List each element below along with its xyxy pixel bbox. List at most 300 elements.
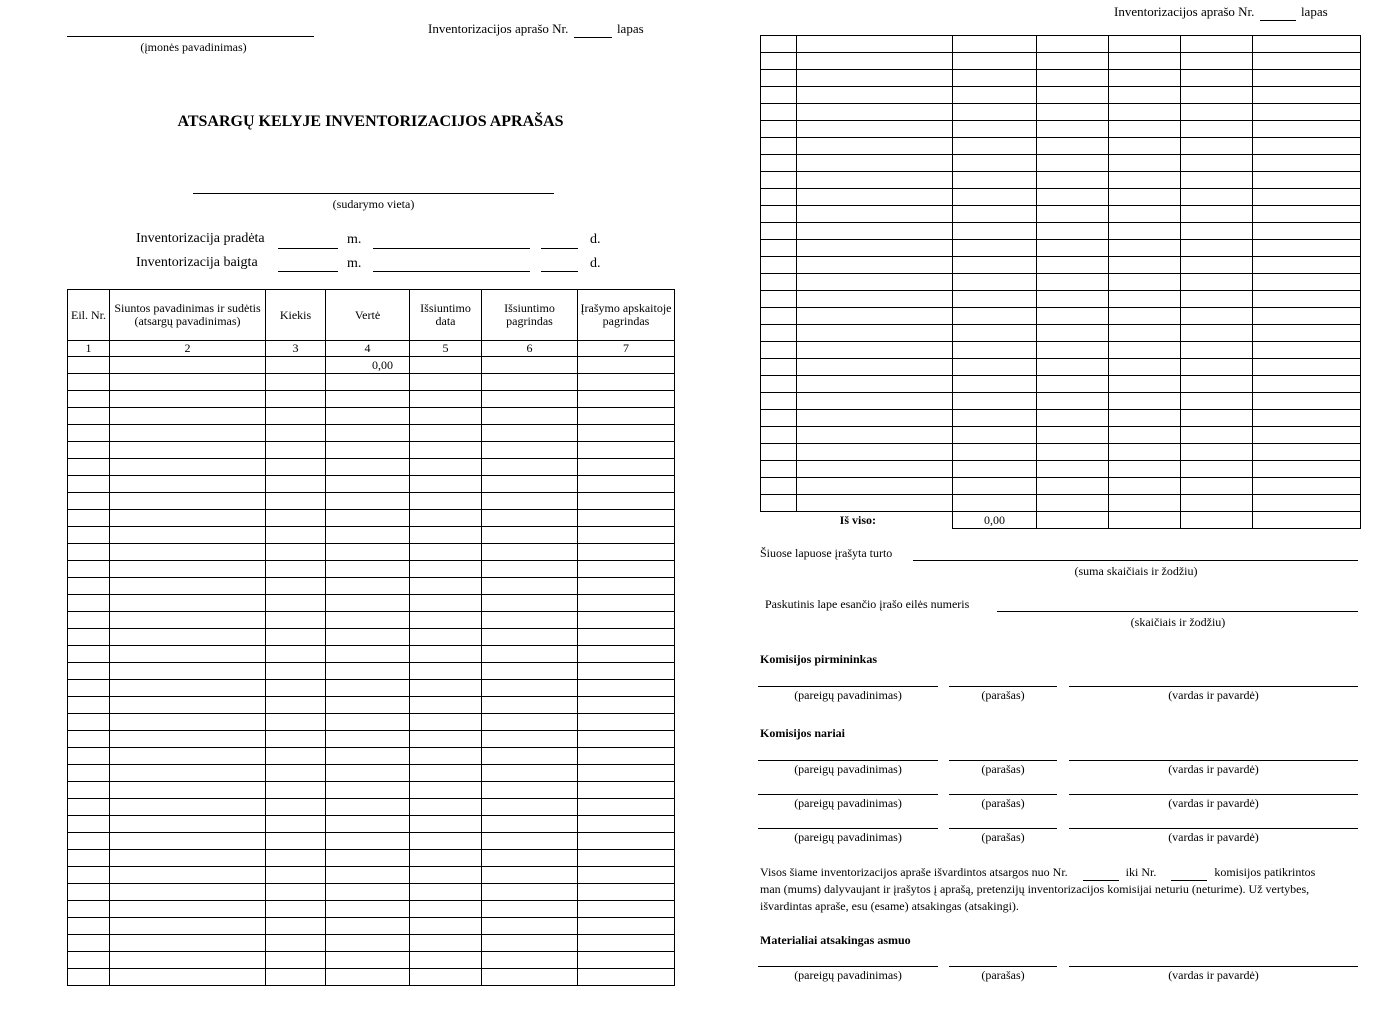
table-cell[interactable] — [1037, 138, 1109, 155]
table-cell[interactable] — [761, 257, 797, 274]
table-cell[interactable] — [326, 765, 410, 782]
table-cell[interactable] — [110, 663, 266, 680]
table-cell[interactable] — [1181, 36, 1253, 53]
table-cell[interactable] — [68, 646, 110, 663]
table-cell[interactable] — [266, 748, 326, 765]
table-cell[interactable] — [1253, 461, 1361, 478]
table-cell[interactable] — [266, 357, 326, 374]
table-cell[interactable] — [797, 274, 953, 291]
table-cell[interactable] — [266, 408, 326, 425]
table-cell[interactable] — [953, 427, 1037, 444]
table-cell[interactable] — [326, 748, 410, 765]
table-cell[interactable] — [68, 969, 110, 986]
table-cell[interactable] — [266, 561, 326, 578]
table-cell[interactable] — [410, 374, 482, 391]
table-cell[interactable] — [482, 884, 578, 901]
table-cell[interactable] — [68, 731, 110, 748]
table-cell[interactable] — [797, 104, 953, 121]
table-cell[interactable] — [68, 629, 110, 646]
table-cell[interactable] — [1109, 172, 1181, 189]
table-cell[interactable] — [410, 697, 482, 714]
table-cell[interactable] — [110, 510, 266, 527]
table-cell[interactable] — [68, 901, 110, 918]
table-cell[interactable] — [266, 646, 326, 663]
table-cell[interactable] — [953, 240, 1037, 257]
table-cell[interactable] — [1253, 359, 1361, 376]
table-cell[interactable] — [1037, 478, 1109, 495]
table-cell[interactable] — [761, 478, 797, 495]
table-cell[interactable] — [1109, 223, 1181, 240]
table-cell[interactable] — [953, 342, 1037, 359]
table-cell[interactable] — [68, 527, 110, 544]
table-cell[interactable] — [410, 714, 482, 731]
table-cell[interactable] — [482, 782, 578, 799]
table-cell[interactable] — [953, 359, 1037, 376]
table-cell[interactable] — [326, 816, 410, 833]
table-cell[interactable] — [1109, 359, 1181, 376]
table-cell[interactable] — [1109, 291, 1181, 308]
table-cell[interactable] — [266, 493, 326, 510]
table-cell[interactable] — [68, 425, 110, 442]
table-cell[interactable] — [326, 510, 410, 527]
table-cell[interactable] — [578, 459, 675, 476]
table-cell[interactable] — [110, 901, 266, 918]
table-cell[interactable] — [410, 493, 482, 510]
table-cell[interactable] — [1253, 444, 1361, 461]
table-cell[interactable] — [482, 442, 578, 459]
signature-line[interactable] — [949, 686, 1057, 687]
table-cell[interactable] — [110, 391, 266, 408]
table-cell[interactable] — [110, 578, 266, 595]
table-cell[interactable] — [1253, 240, 1361, 257]
table-cell[interactable] — [410, 544, 482, 561]
table-cell[interactable] — [797, 342, 953, 359]
position-line[interactable] — [758, 966, 938, 967]
table-cell[interactable] — [326, 476, 410, 493]
table-cell[interactable] — [1253, 410, 1361, 427]
table-cell[interactable] — [410, 663, 482, 680]
table-cell[interactable] — [953, 325, 1037, 342]
started-day-line[interactable] — [541, 248, 578, 249]
table-cell[interactable] — [326, 595, 410, 612]
table-cell[interactable] — [1181, 427, 1253, 444]
table-cell[interactable] — [1181, 359, 1253, 376]
table-cell[interactable] — [482, 527, 578, 544]
table-cell[interactable] — [1037, 274, 1109, 291]
table-cell[interactable] — [1037, 308, 1109, 325]
table-cell[interactable] — [110, 850, 266, 867]
table-cell[interactable] — [797, 461, 953, 478]
table-cell[interactable] — [1037, 461, 1109, 478]
table-cell[interactable] — [68, 578, 110, 595]
table-cell[interactable] — [953, 36, 1037, 53]
table-cell[interactable] — [410, 646, 482, 663]
table-cell[interactable] — [68, 918, 110, 935]
table-cell[interactable] — [1181, 444, 1253, 461]
table-cell[interactable] — [482, 833, 578, 850]
ended-month-line[interactable] — [373, 271, 530, 272]
table-cell[interactable] — [110, 748, 266, 765]
table-cell[interactable] — [68, 816, 110, 833]
table-cell[interactable] — [761, 342, 797, 359]
table-cell[interactable] — [326, 884, 410, 901]
table-cell[interactable] — [266, 459, 326, 476]
table-cell[interactable] — [1037, 325, 1109, 342]
table-cell[interactable] — [266, 680, 326, 697]
table-cell[interactable] — [761, 410, 797, 427]
table-cell[interactable] — [797, 206, 953, 223]
table-cell[interactable] — [410, 578, 482, 595]
table-cell[interactable] — [1181, 274, 1253, 291]
table-cell[interactable] — [266, 612, 326, 629]
table-cell[interactable] — [410, 595, 482, 612]
table-cell[interactable] — [1253, 189, 1361, 206]
table-cell[interactable] — [266, 697, 326, 714]
table-cell[interactable] — [1253, 104, 1361, 121]
table-cell[interactable] — [110, 544, 266, 561]
table-cell[interactable] — [266, 816, 326, 833]
table-cell[interactable] — [110, 884, 266, 901]
table-cell[interactable] — [953, 291, 1037, 308]
table-cell[interactable] — [578, 629, 675, 646]
table-cell[interactable] — [410, 935, 482, 952]
statement-from-blank[interactable] — [1083, 865, 1119, 881]
table-cell[interactable] — [266, 799, 326, 816]
table-cell[interactable] — [1181, 138, 1253, 155]
table-cell[interactable] — [110, 612, 266, 629]
first-row-value[interactable]: 0,00 — [326, 357, 410, 374]
table-cell[interactable] — [110, 918, 266, 935]
table-cell[interactable] — [953, 87, 1037, 104]
table-cell[interactable] — [797, 410, 953, 427]
table-cell[interactable] — [482, 918, 578, 935]
table-cell[interactable] — [266, 391, 326, 408]
table-cell[interactable] — [761, 495, 797, 512]
table-cell[interactable] — [410, 782, 482, 799]
table-cell[interactable] — [578, 646, 675, 663]
table-cell[interactable] — [110, 408, 266, 425]
table-cell[interactable] — [326, 612, 410, 629]
table-cell[interactable] — [1037, 172, 1109, 189]
table-cell[interactable] — [761, 155, 797, 172]
table-cell[interactable] — [68, 459, 110, 476]
table-cell[interactable] — [410, 952, 482, 969]
recorded-amount-line[interactable] — [913, 560, 1358, 561]
table-cell[interactable] — [326, 374, 410, 391]
signature-line[interactable] — [949, 966, 1057, 967]
table-cell[interactable] — [68, 510, 110, 527]
table-cell[interactable] — [578, 782, 675, 799]
table-cell[interactable] — [68, 867, 110, 884]
table-cell[interactable] — [326, 850, 410, 867]
table-cell[interactable] — [953, 274, 1037, 291]
table-cell[interactable] — [482, 969, 578, 986]
company-name-line[interactable] — [67, 36, 314, 37]
table-cell[interactable] — [266, 901, 326, 918]
table-cell[interactable] — [110, 952, 266, 969]
left-header-number-blank[interactable] — [574, 21, 612, 38]
table-cell[interactable] — [326, 629, 410, 646]
table-cell[interactable] — [797, 70, 953, 87]
table-cell[interactable] — [1037, 291, 1109, 308]
name-line[interactable] — [1069, 760, 1358, 761]
table-cell[interactable] — [1109, 104, 1181, 121]
table-cell[interactable] — [266, 918, 326, 935]
table-cell[interactable] — [578, 663, 675, 680]
table-cell[interactable] — [1109, 444, 1181, 461]
table-cell[interactable] — [68, 374, 110, 391]
table-cell[interactable] — [797, 325, 953, 342]
table-cell[interactable] — [1181, 410, 1253, 427]
table-cell[interactable] — [326, 799, 410, 816]
name-line[interactable] — [1069, 794, 1358, 795]
table-cell[interactable] — [761, 121, 797, 138]
table-cell[interactable] — [266, 544, 326, 561]
table-cell[interactable] — [326, 646, 410, 663]
table-cell[interactable] — [266, 442, 326, 459]
table-cell[interactable] — [761, 87, 797, 104]
table-cell[interactable] — [1037, 444, 1109, 461]
table-cell[interactable] — [1109, 274, 1181, 291]
table-cell[interactable] — [797, 53, 953, 70]
table-cell[interactable] — [266, 731, 326, 748]
table-cell[interactable] — [68, 799, 110, 816]
table-cell[interactable] — [266, 935, 326, 952]
table-cell[interactable] — [266, 374, 326, 391]
table-cell[interactable] — [1181, 70, 1253, 87]
table-cell[interactable] — [578, 918, 675, 935]
table-cell[interactable] — [1109, 121, 1181, 138]
table-cell[interactable] — [578, 952, 675, 969]
table-cell[interactable] — [1109, 240, 1181, 257]
table-cell[interactable] — [482, 578, 578, 595]
table-cell[interactable] — [797, 223, 953, 240]
table-cell[interactable] — [578, 374, 675, 391]
table-cell[interactable] — [761, 240, 797, 257]
table-cell[interactable] — [1037, 70, 1109, 87]
table-cell[interactable] — [953, 138, 1037, 155]
table-cell[interactable] — [266, 867, 326, 884]
table-cell[interactable] — [578, 493, 675, 510]
table-cell[interactable] — [68, 850, 110, 867]
table-cell[interactable] — [1109, 70, 1181, 87]
table-cell[interactable] — [482, 731, 578, 748]
table-cell[interactable] — [110, 782, 266, 799]
table-cell[interactable] — [68, 442, 110, 459]
started-year-line[interactable] — [278, 248, 338, 249]
table-cell[interactable] — [578, 408, 675, 425]
table-cell[interactable] — [1037, 223, 1109, 240]
table-cell[interactable] — [68, 357, 110, 374]
table-cell[interactable] — [482, 374, 578, 391]
statement-to-blank[interactable] — [1171, 865, 1207, 881]
table-cell[interactable] — [1037, 342, 1109, 359]
table-cell[interactable] — [1253, 308, 1361, 325]
table-cell[interactable] — [410, 765, 482, 782]
table-cell[interactable] — [266, 850, 326, 867]
table-cell[interactable] — [1253, 376, 1361, 393]
table-cell[interactable] — [482, 357, 578, 374]
table-cell[interactable] — [953, 223, 1037, 240]
table-cell[interactable] — [68, 544, 110, 561]
table-cell[interactable] — [110, 646, 266, 663]
table-cell[interactable] — [482, 765, 578, 782]
table-cell[interactable] — [482, 714, 578, 731]
table-cell[interactable] — [1181, 461, 1253, 478]
table-cell[interactable] — [326, 714, 410, 731]
table-cell[interactable] — [1181, 53, 1253, 70]
table-cell[interactable] — [1037, 410, 1109, 427]
table-cell[interactable] — [110, 476, 266, 493]
table-cell[interactable] — [68, 748, 110, 765]
table-cell[interactable] — [326, 680, 410, 697]
table-cell[interactable] — [326, 561, 410, 578]
table-cell[interactable] — [761, 274, 797, 291]
table-cell[interactable] — [68, 476, 110, 493]
table-cell[interactable] — [326, 493, 410, 510]
table-cell[interactable] — [797, 36, 953, 53]
table-cell[interactable] — [1109, 87, 1181, 104]
table-cell[interactable] — [1253, 172, 1361, 189]
table-cell[interactable] — [761, 393, 797, 410]
table-cell[interactable] — [410, 510, 482, 527]
table-cell[interactable] — [953, 70, 1037, 87]
table-cell[interactable] — [1109, 393, 1181, 410]
table-cell[interactable] — [68, 391, 110, 408]
table-cell[interactable] — [1037, 189, 1109, 206]
table-cell[interactable] — [1037, 376, 1109, 393]
table-cell[interactable] — [68, 680, 110, 697]
table-cell[interactable] — [110, 561, 266, 578]
table-cell[interactable] — [482, 425, 578, 442]
table-cell[interactable] — [1037, 240, 1109, 257]
table-cell[interactable] — [266, 578, 326, 595]
table-cell[interactable] — [578, 969, 675, 986]
table-cell[interactable] — [761, 206, 797, 223]
table-cell[interactable] — [797, 121, 953, 138]
table-cell[interactable] — [266, 510, 326, 527]
table-cell[interactable] — [68, 782, 110, 799]
ended-day-line[interactable] — [541, 271, 578, 272]
table-cell[interactable] — [326, 459, 410, 476]
table-cell[interactable] — [266, 765, 326, 782]
table-cell[interactable] — [1181, 189, 1253, 206]
table-cell[interactable] — [410, 918, 482, 935]
table-cell[interactable] — [953, 257, 1037, 274]
table-cell[interactable] — [1109, 325, 1181, 342]
table-cell[interactable] — [410, 527, 482, 544]
table-cell[interactable] — [1037, 427, 1109, 444]
table-cell[interactable] — [761, 104, 797, 121]
table-cell[interactable] — [1181, 308, 1253, 325]
table-cell[interactable] — [110, 629, 266, 646]
table-cell[interactable] — [110, 867, 266, 884]
table-cell[interactable] — [482, 629, 578, 646]
table-cell[interactable] — [1037, 87, 1109, 104]
name-line[interactable] — [1069, 828, 1358, 829]
table-cell[interactable] — [482, 748, 578, 765]
table-cell[interactable] — [1253, 70, 1361, 87]
table-cell[interactable] — [1181, 478, 1253, 495]
table-cell[interactable] — [482, 391, 578, 408]
table-cell[interactable] — [1109, 308, 1181, 325]
table-cell[interactable] — [953, 376, 1037, 393]
table-cell[interactable] — [953, 121, 1037, 138]
table-cell[interactable] — [578, 901, 675, 918]
total-cell[interactable] — [1253, 512, 1361, 529]
table-cell[interactable] — [482, 595, 578, 612]
table-cell[interactable] — [1253, 206, 1361, 223]
table-cell[interactable] — [68, 714, 110, 731]
table-cell[interactable] — [797, 308, 953, 325]
table-cell[interactable] — [953, 155, 1037, 172]
name-line[interactable] — [1069, 686, 1358, 687]
table-cell[interactable] — [410, 442, 482, 459]
table-cell[interactable] — [1109, 495, 1181, 512]
table-cell[interactable] — [761, 376, 797, 393]
table-cell[interactable] — [68, 952, 110, 969]
signature-line[interactable] — [949, 794, 1057, 795]
table-cell[interactable] — [410, 425, 482, 442]
table-cell[interactable] — [578, 527, 675, 544]
table-cell[interactable] — [1181, 172, 1253, 189]
table-cell[interactable] — [1253, 478, 1361, 495]
table-cell[interactable] — [410, 476, 482, 493]
table-cell[interactable] — [1109, 410, 1181, 427]
table-cell[interactable] — [1181, 104, 1253, 121]
table-cell[interactable] — [1181, 376, 1253, 393]
table-cell[interactable] — [410, 680, 482, 697]
table-cell[interactable] — [68, 697, 110, 714]
table-cell[interactable] — [1253, 121, 1361, 138]
table-cell[interactable] — [410, 833, 482, 850]
table-cell[interactable] — [1181, 223, 1253, 240]
table-cell[interactable] — [578, 799, 675, 816]
table-cell[interactable] — [578, 561, 675, 578]
ended-year-line[interactable] — [278, 271, 338, 272]
table-cell[interactable] — [1181, 240, 1253, 257]
table-cell[interactable] — [578, 935, 675, 952]
table-cell[interactable] — [953, 495, 1037, 512]
table-cell[interactable] — [266, 663, 326, 680]
table-cell[interactable] — [326, 425, 410, 442]
table-cell[interactable] — [68, 493, 110, 510]
signature-line[interactable] — [949, 828, 1057, 829]
table-cell[interactable] — [410, 969, 482, 986]
table-cell[interactable] — [482, 901, 578, 918]
table-cell[interactable] — [953, 478, 1037, 495]
table-cell[interactable] — [266, 952, 326, 969]
table-cell[interactable] — [761, 427, 797, 444]
table-cell[interactable] — [953, 53, 1037, 70]
table-cell[interactable] — [761, 189, 797, 206]
table-cell[interactable] — [797, 155, 953, 172]
table-cell[interactable] — [266, 833, 326, 850]
table-cell[interactable] — [410, 884, 482, 901]
table-cell[interactable] — [110, 697, 266, 714]
table-cell[interactable] — [266, 527, 326, 544]
table-cell[interactable] — [1253, 393, 1361, 410]
table-cell[interactable] — [1253, 155, 1361, 172]
table-cell[interactable] — [1109, 257, 1181, 274]
table-cell[interactable] — [110, 765, 266, 782]
table-cell[interactable] — [578, 850, 675, 867]
table-cell[interactable] — [326, 935, 410, 952]
table-cell[interactable] — [326, 901, 410, 918]
table-cell[interactable] — [266, 969, 326, 986]
table-cell[interactable] — [68, 561, 110, 578]
table-cell[interactable] — [1109, 461, 1181, 478]
